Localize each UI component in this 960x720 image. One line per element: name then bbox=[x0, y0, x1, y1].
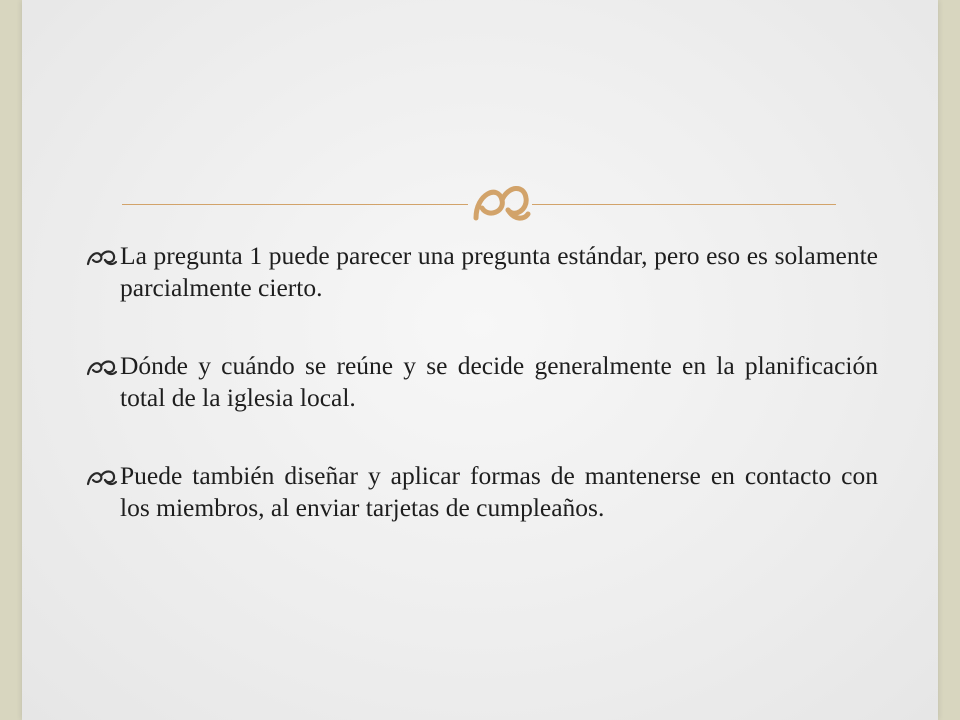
bullet-text: Dónde y cuándo se reúne y se decide generalmente en la planificación total de la iglesia local. bbox=[120, 351, 878, 412]
bullet-text: La pregunta 1 puede parecer una pregunta estándar, pero eso es solamente parcialmente cierto. bbox=[120, 241, 878, 302]
leaf-bullet-icon bbox=[84, 352, 120, 384]
list-item bbox=[84, 240, 878, 304]
slide bbox=[22, 0, 938, 720]
bullet-text: Puede también diseñar y aplicar formas de mantenerse en contacto con los miembros, al enviar tarjetas de cumpleaños. bbox=[120, 461, 878, 522]
title-divider-right bbox=[532, 204, 836, 205]
leaf-bullet-icon bbox=[84, 462, 120, 494]
bullet-list bbox=[84, 240, 878, 570]
leaf-bullet-icon bbox=[84, 242, 120, 274]
title-divider-left bbox=[122, 204, 468, 205]
list-item bbox=[84, 350, 878, 414]
flourish-icon bbox=[468, 174, 532, 230]
list-item bbox=[84, 460, 878, 524]
